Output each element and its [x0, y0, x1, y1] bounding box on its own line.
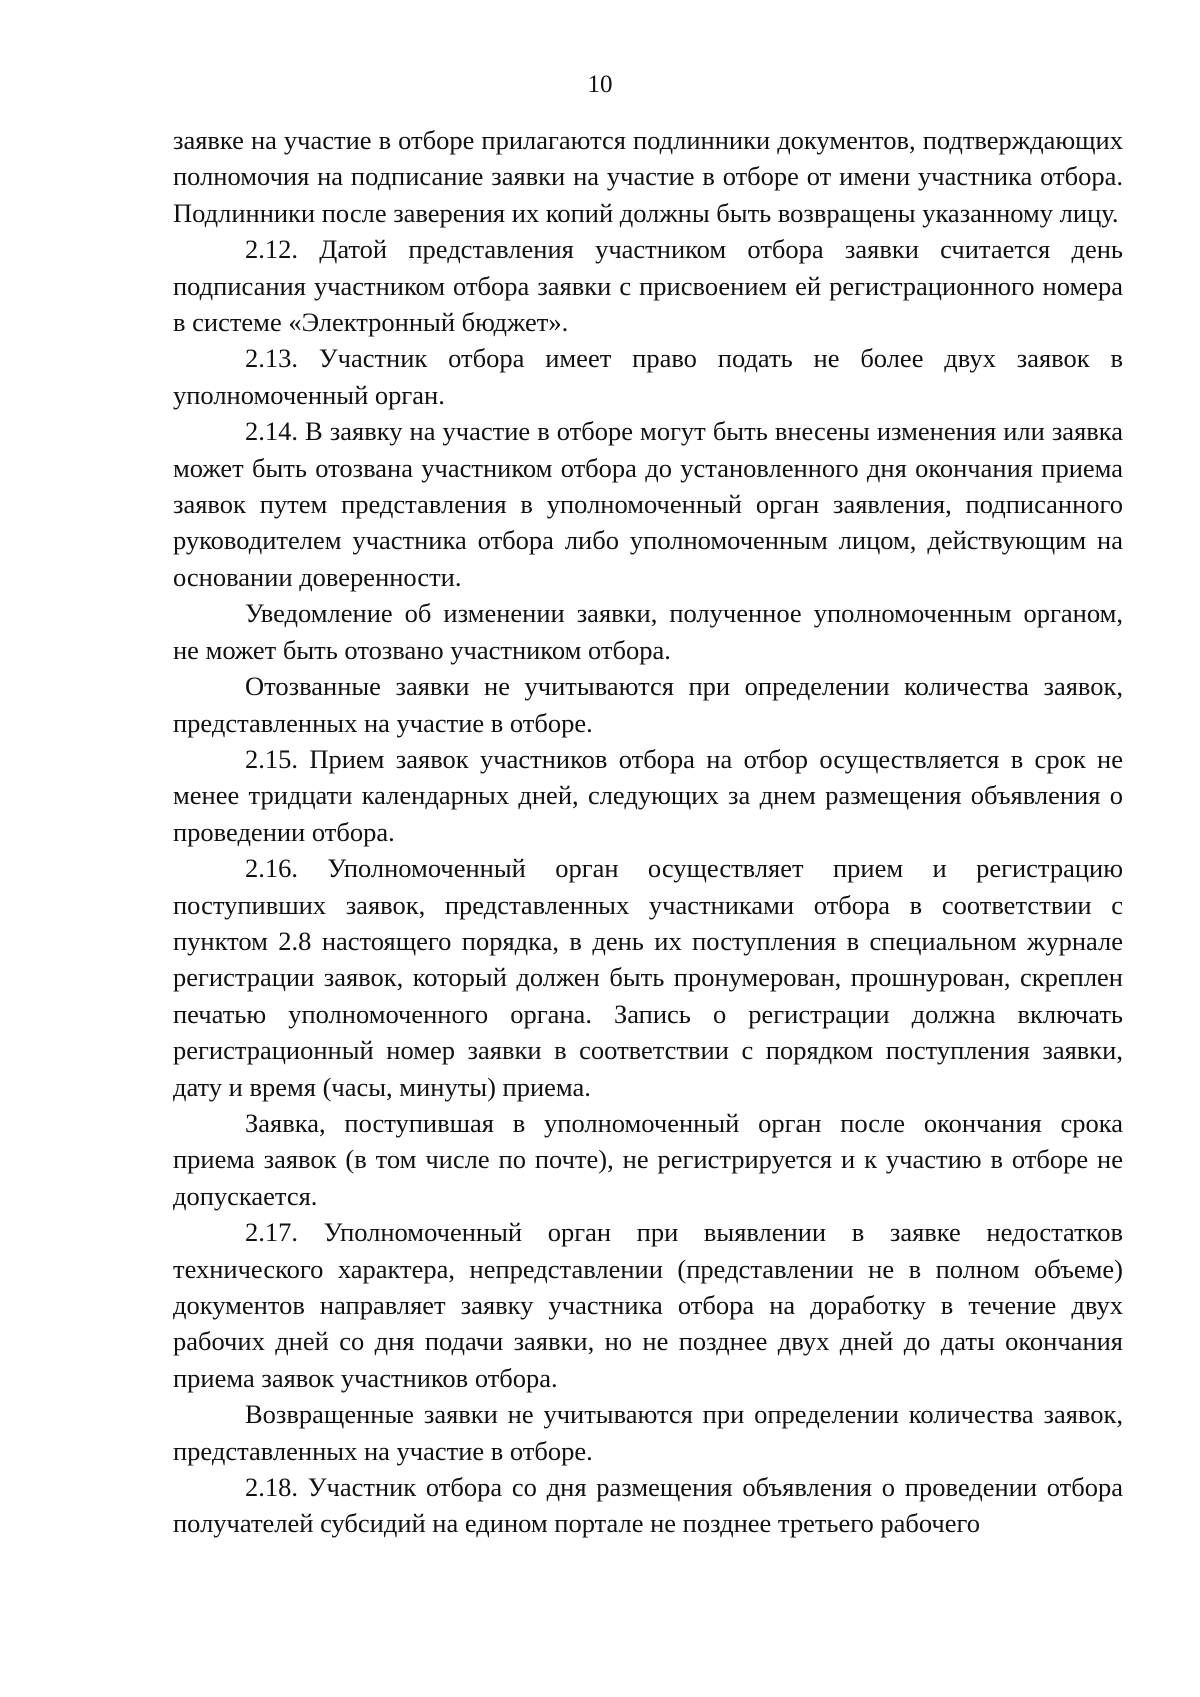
page-number: 10	[587, 71, 613, 98]
paragraph: 2.17. Уполномоченный орган при выявлении в заявке недостатков технического характера, непредставлении (представлении не в полном объеме) документов направляет заявку участника отбора на доработку в течение двух рабочих дней со дня подачи заявки, но не позднее двух дней до даты окончания приема заявок участников отбора.	[173, 1217, 1123, 1393]
paragraph: 2.16. Уполномоченный орган осуществляет прием и регистрацию поступивших заявок, представленных участниками отбора в соответствии с пунктом 2.8 настоящего порядка, в день их поступления в специальном журнале регистрации заявок, который должен быть пронумерован, прошнурован, скреплен печатью уполномоченного органа. Запись о регистрации должна включать регистрационный номер заявки в соответствии с порядком поступления заявки, дату и время (часы, минуты) приема.	[173, 853, 1123, 1102]
document-body	[173, 122, 1123, 1542]
paragraph: Уведомление об изменении заявки, полученное уполномоченным органом, не может быть отозвано участником отбора.	[173, 598, 1123, 665]
paragraph: 2.15. Прием заявок участников отбора на отбор осуществляется в срок не менее тридцати календарных дней, следующих за днем размещения объявления о проведении отбора.	[173, 743, 1123, 847]
paragraph: заявке на участие в отборе прилагаются подлинники документов, подтверждающих полномочия на подписание заявки на участие в отборе от имени участника отбора. Подлинники после заверения их копий должны быть возвращены указанному лицу.	[173, 125, 1123, 228]
paragraph: Возвращенные заявки не учитываются при определении количества заявок, представленных на участие в отборе.	[173, 1399, 1123, 1466]
paragraph: 2.18. Участник отбора со дня размещения объявления о проведении отбора получателей субсидий на едином портале не позднее третьего рабочего	[173, 1472, 1123, 1539]
paragraph: 2.14. В заявку на участие в отборе могут быть внесены изменения или заявка может быть отозвана участником отбора до установленного дня окончания приема заявок путем представления в уполномоченный орган заявления, подписанного руководителем участника отбора либо уполномоченным лицом, действующим на основании доверенности.	[173, 416, 1123, 592]
paragraph: Заявка, поступившая в уполномоченный орган после окончания срока приема заявок (в том числе по почте), не регистрируется и к участию в отборе не допускается.	[173, 1107, 1123, 1211]
paragraph: 2.13. Участник отбора имеет право подать не более двух заявок в уполномоченный орган.	[173, 343, 1123, 410]
paragraph: Отозванные заявки не учитываются при определении количества заявок, представленных на участие в отборе.	[173, 671, 1123, 738]
paragraph: 2.12. Датой представления участником отбора заявки считается день подписания участником отбора заявки с присвоением ей регистрационного номера в системе «Электронный бюджет».	[173, 234, 1123, 338]
